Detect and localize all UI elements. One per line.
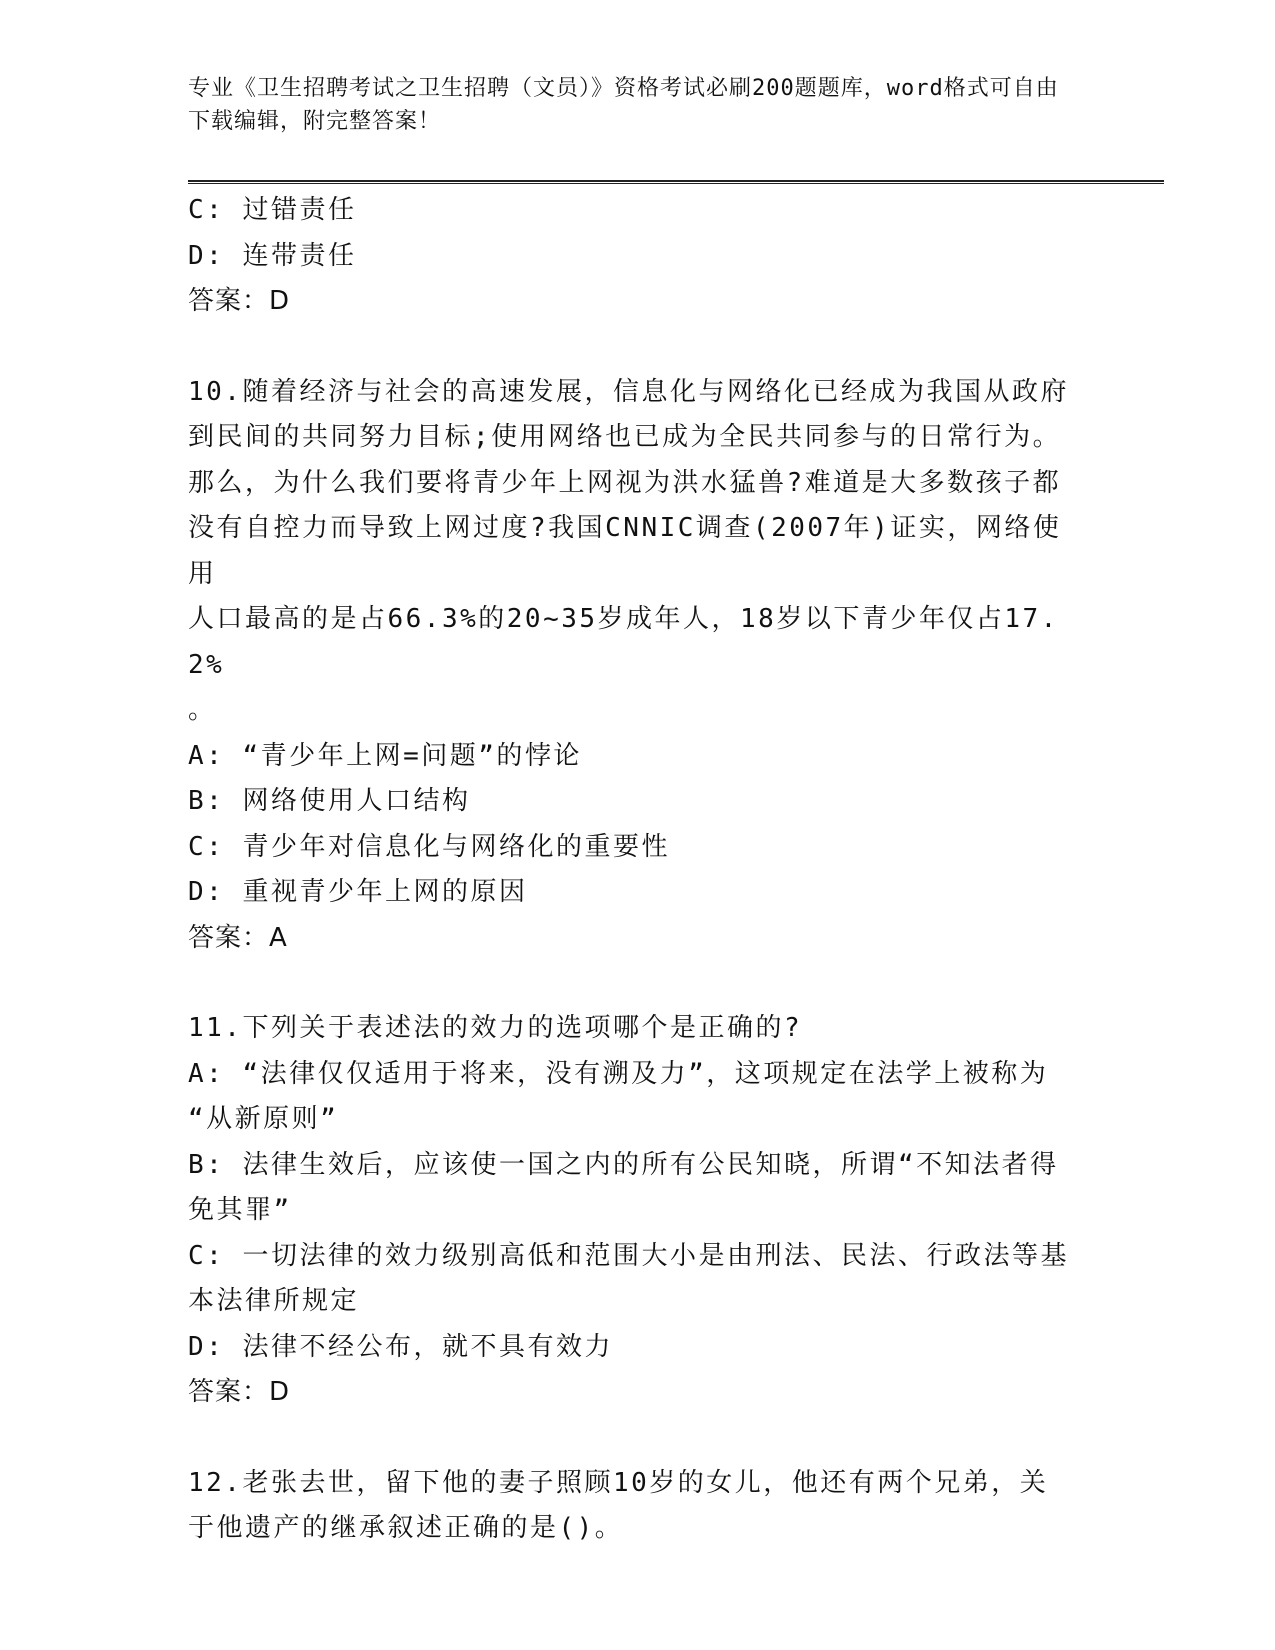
option-a-continued: “从新原则”: [188, 1104, 339, 1134]
question-stem: 11.下列关于表述法的效力的选项哪个是正确的?: [188, 1013, 803, 1043]
document-body: [188, 188, 1088, 1552]
option-d: D: 连带责任: [188, 240, 357, 271]
question-stem-line: 没有自控力而导致上网过度?我国CNNIC调查(2007年)证实，网络使用: [188, 513, 1062, 589]
option-d: D: 重视青少年上网的原因: [188, 877, 528, 907]
option-c: C: 青少年对信息化与网络化的重要性: [188, 831, 670, 862]
question-11: [188, 1006, 1088, 1416]
question-stem-line: 10.随着经济与社会的高速发展，信息化与网络化已经成为我国从政府: [188, 376, 1069, 407]
answer-line: 答案：D: [188, 286, 291, 316]
question-stem-line: 那么，为什么我们要将青少年上网视为洪水猛兽?难道是大多数孩子都: [188, 467, 1062, 498]
option-b-continued: 免其罪”: [188, 1195, 292, 1225]
option-c: C: 过错责任: [188, 195, 357, 225]
option-a: A: “法律仅仅适用于将来，没有溯及力”，这项规定在法学上被称为: [188, 1058, 1049, 1089]
question-10: [188, 370, 1088, 962]
question-stem-line: 。: [188, 695, 217, 725]
option-d: D: 法律不经公布，就不具有效力: [188, 1331, 613, 1362]
answer-line: 答案：A: [188, 922, 288, 953]
question-stem-line: 12.老张去世，留下他的妻子照顾10岁的女儿，他还有两个兄弟，关: [188, 1467, 1049, 1498]
question-9-tail: [188, 188, 1088, 325]
question-stem-line: 人口最高的是占66.3%的20~35岁成年人，18岁以下青少年仅占17.2%: [188, 604, 1059, 680]
page-header: 专业《卫生招聘考试之卫生招聘（文员）》资格考试必刷200题题库，word格式可自由下载编辑，附完整答案！: [188, 76, 1059, 134]
question-stem-line: 到民间的共同努力目标;使用网络也已成为全民共同参与的日常行为。: [188, 422, 1062, 452]
option-c-continued: 本法律所规定: [188, 1286, 360, 1316]
option-c: C: 一切法律的效力级别高低和范围大小是由刑法、民法、行政法等基: [188, 1240, 1069, 1271]
question-12: [188, 1461, 1088, 1552]
question-stem-line: 于他遗产的继承叙述正确的是()。: [188, 1513, 624, 1543]
answer-line: 答案：D: [188, 1377, 291, 1407]
option-a: A: “青少年上网=问题”的悖论: [188, 740, 582, 771]
option-b: B: 法律生效后，应该使一国之内的所有公民知晓，所谓“不知法者得: [188, 1149, 1059, 1180]
header-divider: [188, 180, 1164, 184]
option-b: B: 网络使用人口结构: [188, 786, 471, 816]
